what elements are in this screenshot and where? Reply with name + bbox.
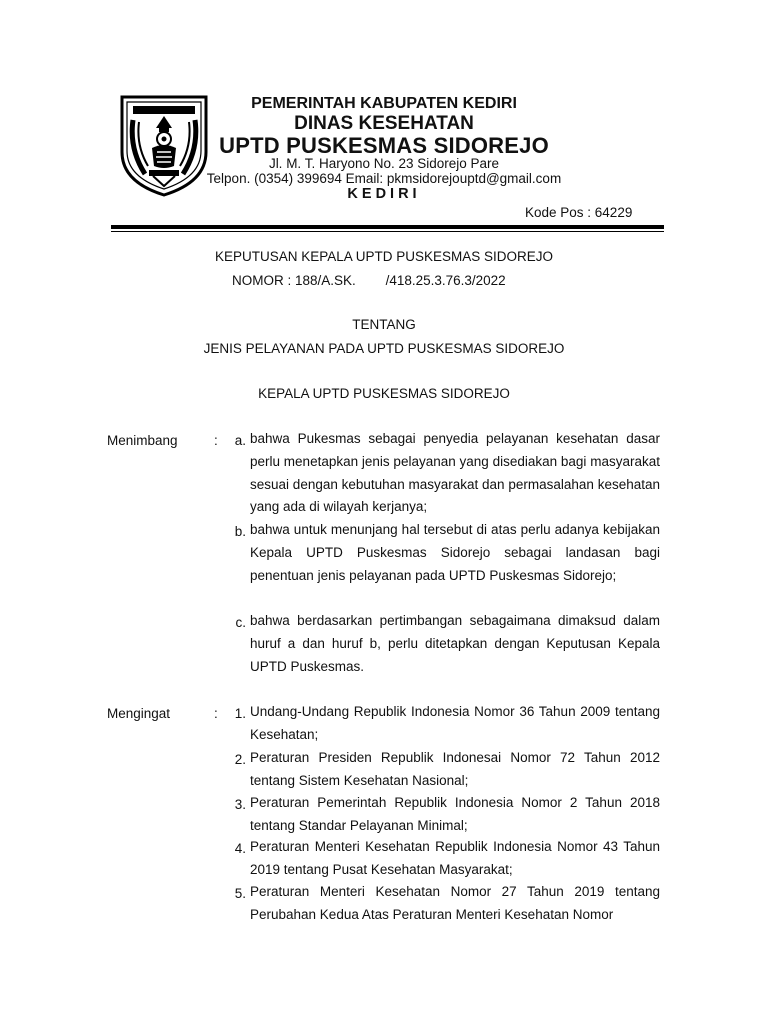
menimbang-item-b: bahwa untuk menunjang hal tersebut di atas perlu adanya kebijakan Kepala UPTD Puskesmas Sidorejo sebagai landasan bagi penentuan jenis pelayanan pada UPTD Puskesmas Sidorejo; xyxy=(250,522,660,583)
letterhead-address: Jl. M. T. Haryono No. 23 Sidorejo Pare xyxy=(268,156,500,171)
mengingat-label: Mengingat xyxy=(107,706,171,721)
menimbang-item-a: bahwa Pukesmas sebagai penyedia pelayanan kesehatan dasar perlu menetapkan jenis pelayanan yang disediakan bagi masyarakat sesuai dengan kebutuhan masyarakat dan permasalahan kesehatan yang ada di wilayah kerjanya; xyxy=(250,431,660,515)
mengingat-marker-1: 1. xyxy=(234,706,246,721)
mengingat-item-5: Peraturan Menteri Kesehatan Nomor 27 Tahun 2019 tentang Perubahan Kedua Atas Peraturan Menteri Kesehatan Nomor xyxy=(250,884,660,922)
mengingat-marker-2: 2. xyxy=(234,752,246,767)
menimbang-item-c: bahwa berdasarkan pertimbangan sebagaimana dimaksud dalam huruf a dan huruf b, perlu ditetapkan dengan Keputusan Kepala UPTD Puskesmas. xyxy=(250,613,660,674)
decree-number-label: NOMOR : 188/A.SK. xyxy=(232,273,356,288)
letterhead-rule-thin xyxy=(111,231,664,232)
menimbang-colon: : xyxy=(214,433,218,448)
letterhead-postal-code: Kode Pos : 64229 xyxy=(525,205,633,220)
menimbang-marker-a: a. xyxy=(234,433,246,448)
letterhead-government: PEMERINTAH KABUPATEN KEDIRI xyxy=(251,95,517,112)
letterhead-agency: DINAS KESEHATAN xyxy=(294,113,474,134)
menimbang-label: Menimbang xyxy=(107,433,178,448)
mengingat-item-4: Peraturan Menteri Kesehatan Republik Indonesia Nomor 43 Tahun 2019 tentang Pusat Kesehatan Masyarakat; xyxy=(250,839,660,877)
mengingat-item-3: Peraturan Pemerintah Republik Indonesia Nomor 2 Tahun 2018 tentang Standar Pelayanan Minimal; xyxy=(250,795,660,833)
menimbang-marker-b: b. xyxy=(234,524,246,539)
decree-about: TENTANG xyxy=(352,317,416,332)
menimbang-marker-c: c. xyxy=(235,615,246,630)
letterhead-institution: UPTD PUSKESMAS SIDOREJO xyxy=(219,133,549,158)
letterhead-city: KEDIRI xyxy=(347,186,421,202)
mengingat-item-2: Peraturan Presiden Republik Indonesai Nomor 72 Tahun 2012 tentang Sistem Kesehatan Nasional; xyxy=(250,750,660,788)
letterhead-rule-thick xyxy=(111,225,664,229)
decree-subject: JENIS PELAYANAN PADA UPTD PUSKESMAS SIDOREJO xyxy=(203,341,565,356)
mengingat-marker-3: 3. xyxy=(234,797,246,812)
mengingat-marker-5: 5. xyxy=(234,886,246,901)
mengingat-colon: : xyxy=(214,706,218,721)
decree-number-suffix: /418.25.3.76.3/2022 xyxy=(385,273,506,288)
decree-number xyxy=(232,273,506,288)
mengingat-item-1: Undang-Undang Republik Indonesia Nomor 36 Tahun 2009 tentang Kesehatan; xyxy=(250,704,660,742)
letterhead-contact: Telpon. (0354) 399694 Email: pkmsidorejouptd@gmail.com xyxy=(206,171,562,186)
mengingat-marker-4: 4. xyxy=(234,841,246,856)
decree-title: KEPUTUSAN KEPALA UPTD PUSKESMAS SIDOREJO xyxy=(214,249,554,264)
decree-issuer: KEPALA UPTD PUSKESMAS SIDOREJO xyxy=(258,386,510,401)
